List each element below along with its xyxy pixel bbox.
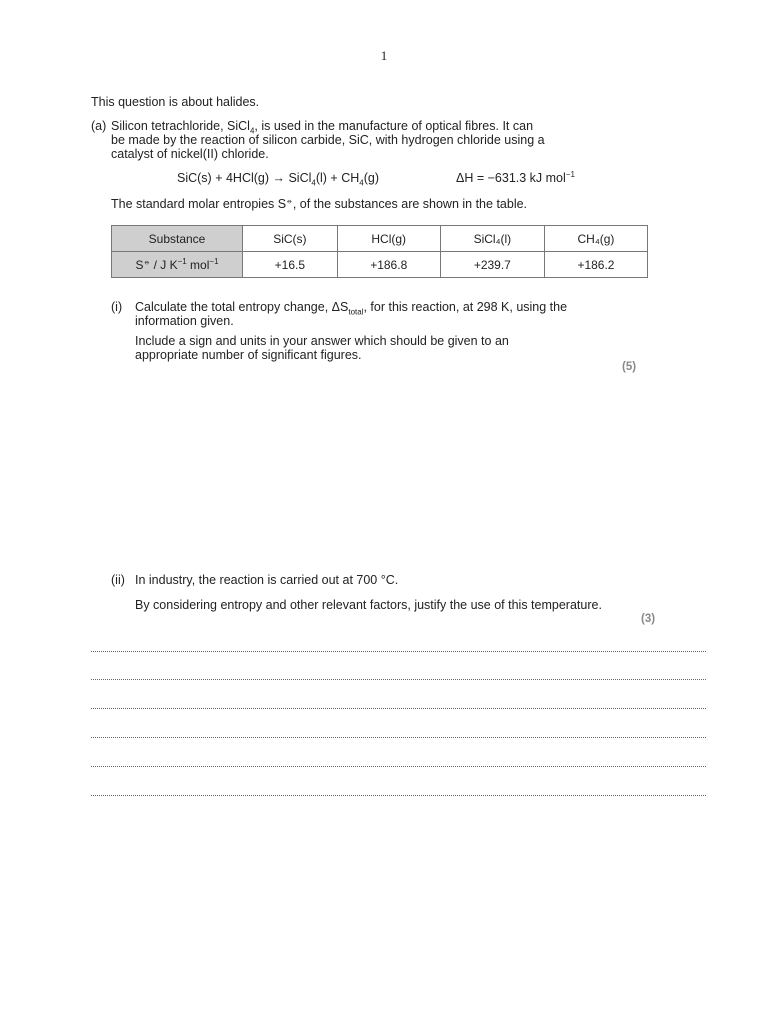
table-cell-substance: CH₄(g) <box>544 226 647 252</box>
answer-line[interactable] <box>91 737 706 738</box>
part-i-label: (i) <box>111 300 123 314</box>
table-header-substance: Substance <box>112 226 243 252</box>
answer-line[interactable] <box>91 795 706 796</box>
part-i-instructions: Include a sign and units in your answer which should be given to an appropriate number of significant figures. <box>135 334 509 362</box>
table-cell-value: +186.8 <box>337 252 440 278</box>
part-i-marks: (5) <box>622 361 637 373</box>
table-cell-substance: HCl(g) <box>337 226 440 252</box>
question-intro: This question is about halides. <box>91 95 260 109</box>
reaction-equation: SiC(s) + 4HCl(g) → SiCl$_4$(l) + $CH_4(g)$ <box>177 171 379 188</box>
enthalpy-change: ΔH = −631.3 kJ mol$^{-1}$ <box>456 169 575 185</box>
part-ii-instruction: By considering entropy and other relevant factors, justify the use of this temperature. <box>135 598 602 612</box>
answer-line[interactable] <box>91 766 706 767</box>
part-a-label: (a) <box>91 119 107 133</box>
page-number: 1 <box>380 48 388 63</box>
part-a-text: Silicon tetrachloride, SiCl$_4$, is used in the manufacture of optical fibres. It can be made by the reaction of silicon carbide, SiC, with hydrogen chloride using a catalyst of nickel(II) chloride. <box>111 119 545 161</box>
table-cell-value: +16.5 <box>243 252 338 278</box>
table-row-substances <box>112 226 648 252</box>
part-ii-marks: (3) <box>641 613 656 625</box>
part-ii-label: (ii) <box>111 573 125 587</box>
table-cell-value: +186.2 <box>544 252 647 278</box>
table-intro: The standard molar entropies S⦵, of the substances are shown in the table. <box>111 195 528 211</box>
part-ii-question: In industry, the reaction is carried out at 700 °C. <box>135 573 399 587</box>
table-row-entropies <box>112 252 648 278</box>
answer-line[interactable] <box>91 708 706 709</box>
answer-line[interactable] <box>91 651 706 652</box>
table-header-entropy: S⦵ / J $K^{-1}$ mol$^{-1}$ <box>112 252 243 278</box>
entropy-table <box>111 225 648 278</box>
table-cell-substance: SiCl₄(l) <box>440 226 544 252</box>
answer-line[interactable] <box>91 679 706 680</box>
part-i-question: Calculate the total entropy change, $\Delta S_{total}$, for this reaction, at 298 K, using the information given. <box>135 300 568 328</box>
table-cell-substance: SiC(s) <box>243 226 338 252</box>
table-cell-value: +239.7 <box>440 252 544 278</box>
